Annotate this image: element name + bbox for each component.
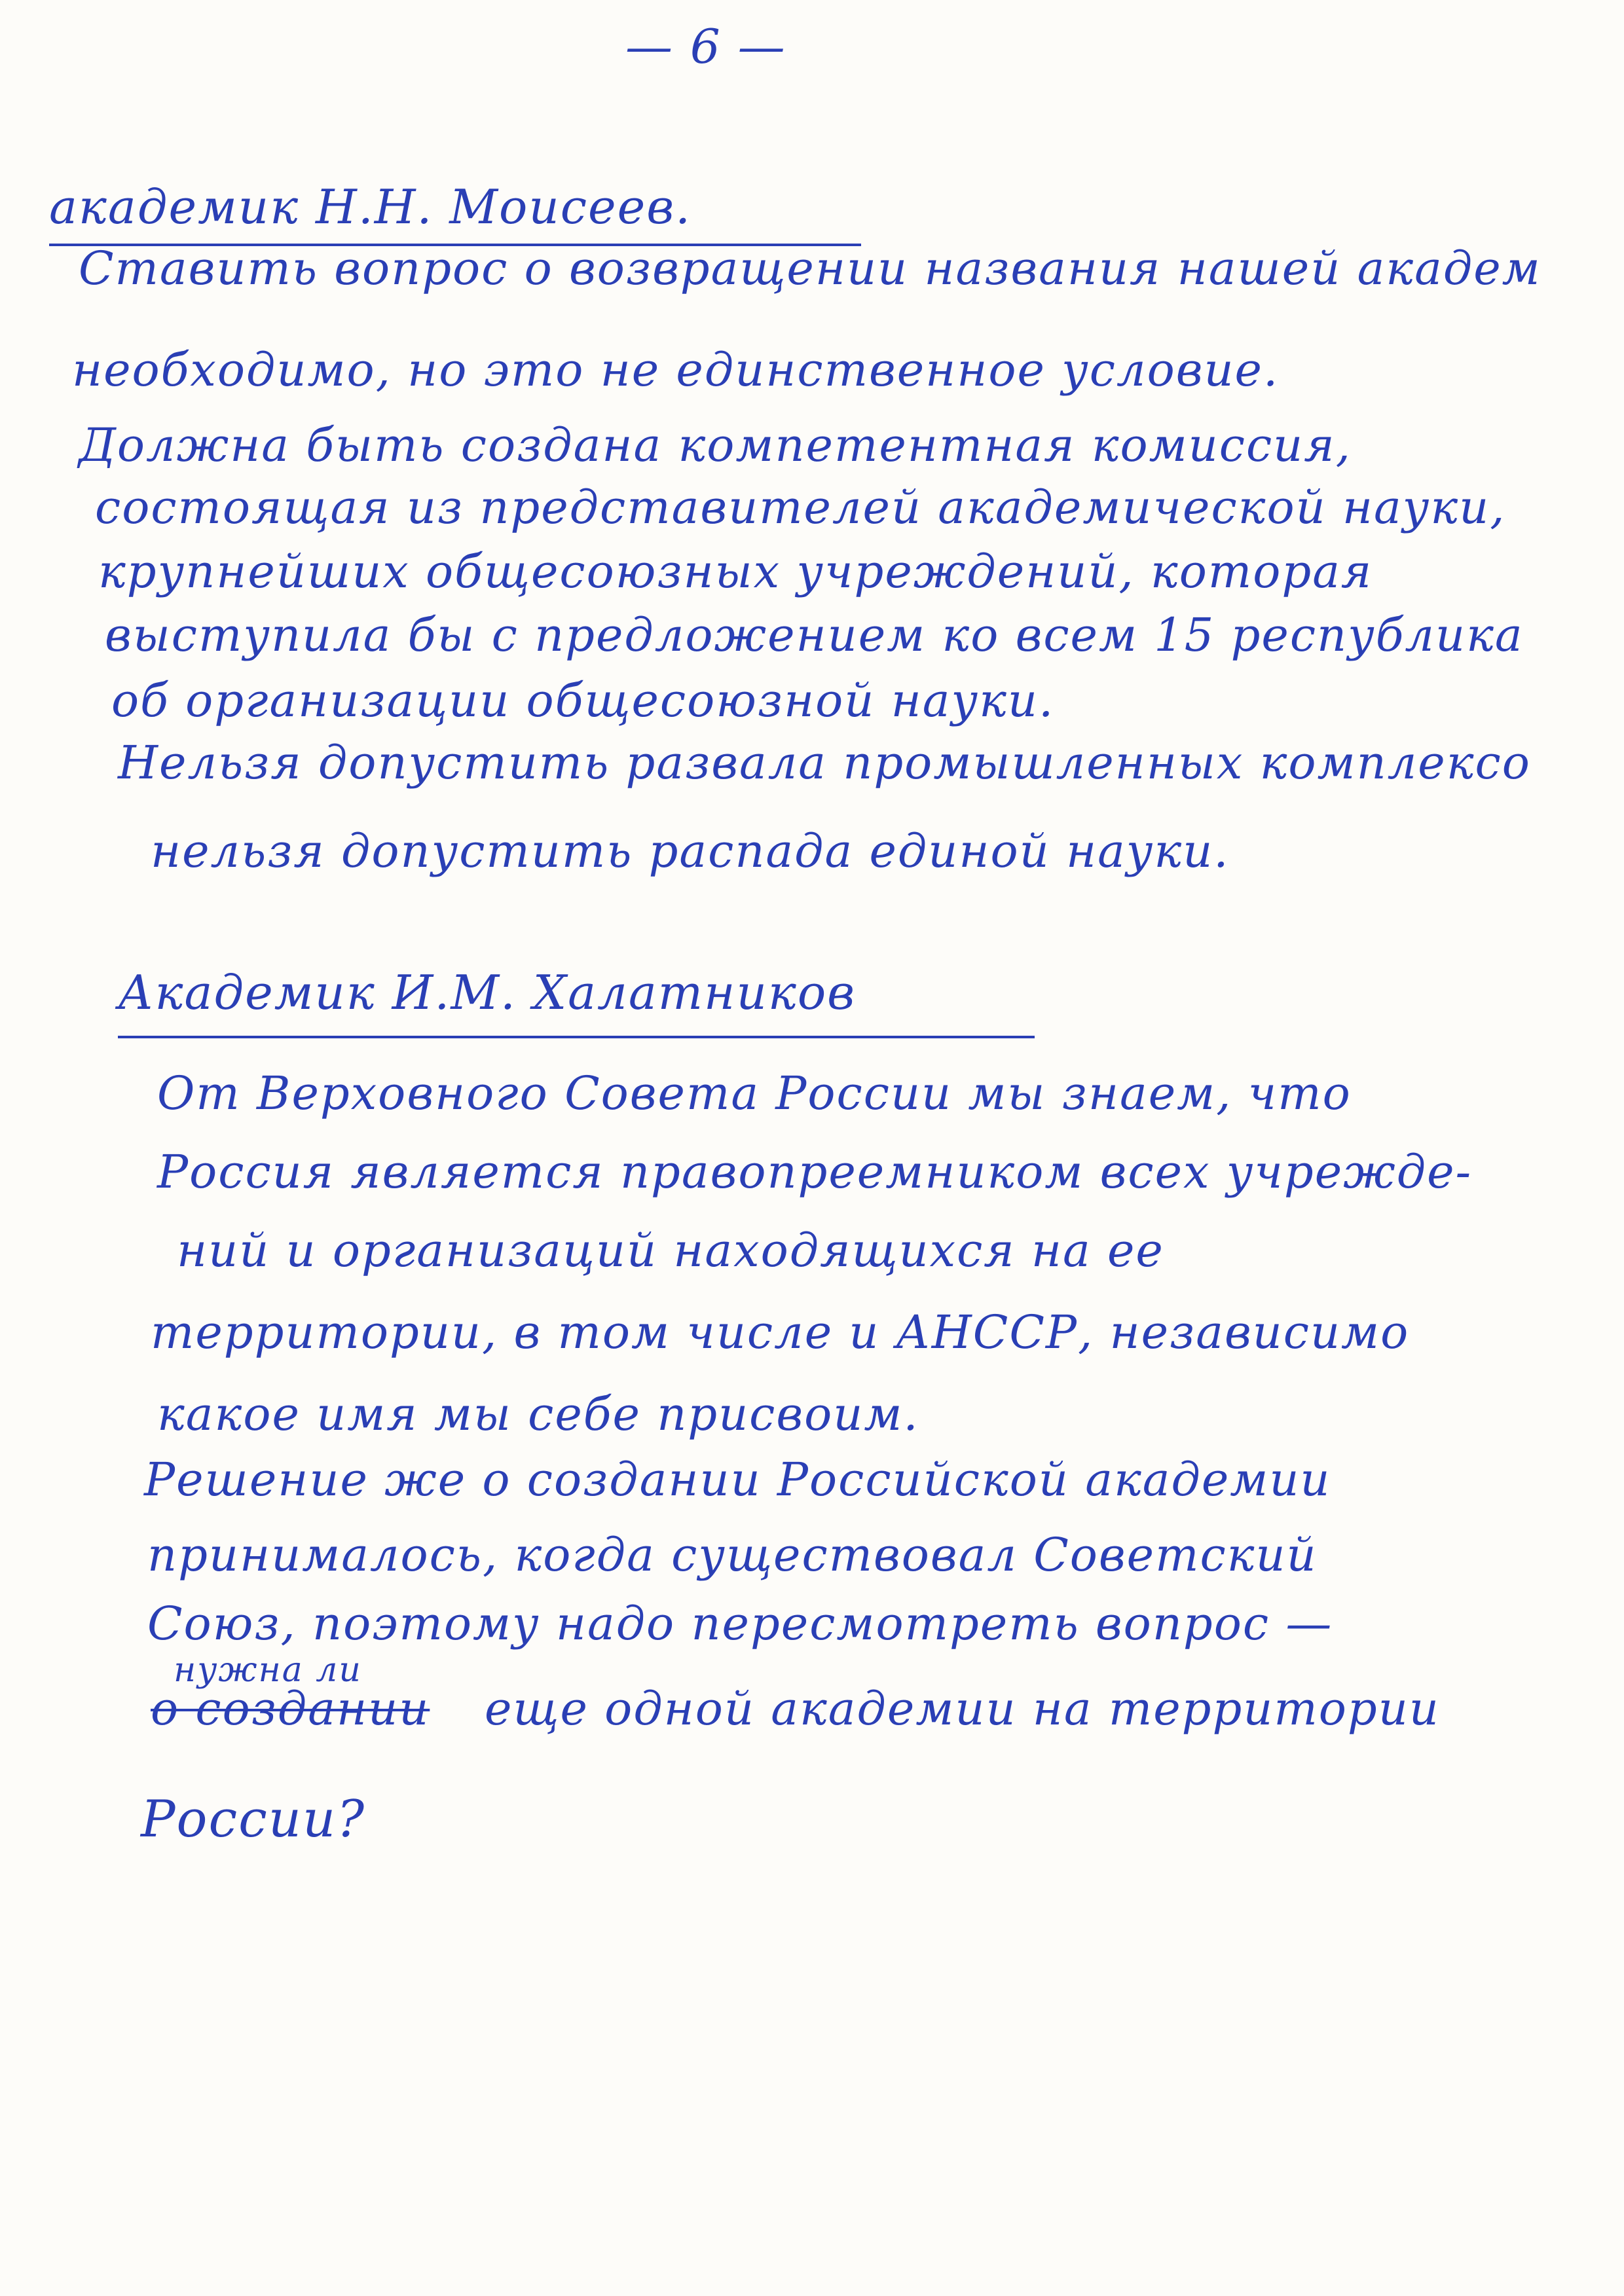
text-line: нельзя допустить распада единой науки. — [151, 824, 1230, 878]
text-line: ний и организаций находящихся на ее — [177, 1224, 1164, 1277]
text-line: Ставить вопрос о возвращении названия нашей академ — [79, 242, 1541, 295]
text-line: Решение же о создании Российской академии — [144, 1453, 1331, 1506]
text-line: От Верховного Совета России мы знаем, что — [157, 1066, 1352, 1120]
final-line: России? — [141, 1790, 366, 1849]
text-line: об организации общесоюзной науки. — [111, 674, 1055, 727]
text-line: еще одной академии на территории — [485, 1682, 1440, 1736]
insertion-text: нужна ли — [174, 1650, 362, 1690]
text-line: какое имя мы себе присвоим. — [157, 1387, 919, 1441]
text-line: крупнейших общесоюзных учреждений, которая — [98, 545, 1373, 598]
text-line: выступила бы с предложением ко всем 15 республика — [105, 608, 1524, 662]
section-heading-moiseev: академик Н.Н. Моисеев. — [49, 179, 692, 234]
page-number: — 6 — — [625, 19, 786, 74]
text-line: Россия является правопреемником всех учрежде- — [157, 1145, 1473, 1199]
text-line: принималось, когда существовал Советский — [147, 1528, 1318, 1582]
text-line: состоящая из представителей академической науки, — [95, 481, 1506, 534]
text-line: Союз, поэтому надо пересмотреть вопрос — — [147, 1597, 1333, 1650]
text-line: Нельзя допустить развала промышленных комплексо — [118, 736, 1531, 790]
text-line: Должна быть создана компетентная комиссия, — [79, 418, 1352, 472]
struck-text: о создании — [151, 1682, 430, 1736]
text-line: территории, в том числе и АНССР, независимо — [151, 1305, 1410, 1359]
heading-underline — [118, 1036, 1035, 1038]
text-line: необходимо, но это не единственное условие. — [72, 343, 1280, 397]
section-heading-khalatnikov: Академик И.М. Халатников — [118, 965, 857, 1020]
